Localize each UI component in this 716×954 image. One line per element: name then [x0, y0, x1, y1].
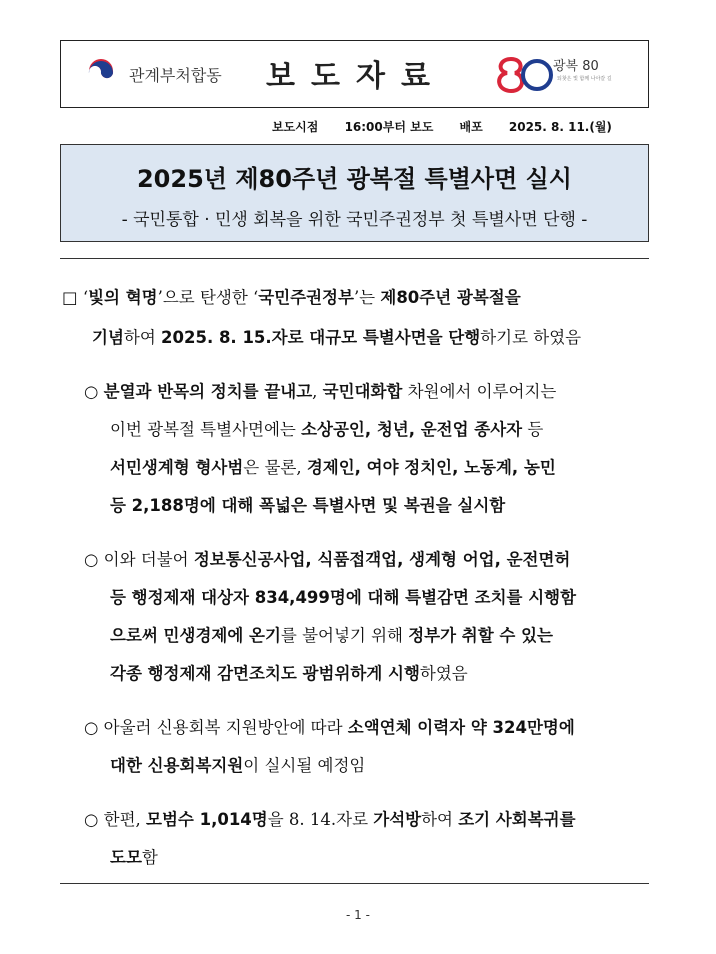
- paragraph-3-line-3: 으로써 민생경제에 온기를 불어넣기 위해 정부가 취할 수 있는: [110, 626, 553, 645]
- bottom-divider: [60, 883, 649, 884]
- headline-box: [60, 144, 649, 242]
- release-date: 2025. 8. 11.(월): [508, 120, 612, 134]
- emblem-name: 광복 80: [553, 59, 599, 74]
- ministry-name: 관계부처합동: [129, 66, 222, 85]
- sub-title: - 국민통합 · 민생 회복을 위한 국민주권정부 첫 특별사면 단행 -: [121, 210, 588, 230]
- paragraph-5-line-1: ○ 한편, 모범수 1,014명을 8. 14.자로 가석방하여 조기 사회복귀를: [84, 810, 576, 829]
- paragraph-4-line-1: ○ 아울러 신용회복 지원방안에 따라 소액연체 이력자 약 324만명에: [84, 718, 575, 737]
- page-number: - 1 -: [346, 908, 370, 922]
- paragraph-4-line-2: 대한 신용회복지원이 실시될 예정임: [110, 756, 366, 775]
- taegeuk-logo-icon: [83, 55, 119, 91]
- circle-bullet: ○: [84, 718, 99, 737]
- paragraph-1-line-1: □ ‘빛의 혁명’으로 탄생한 ‘국민주권정부’는 제80주년 광복절을: [62, 288, 521, 307]
- press-header: [60, 40, 649, 108]
- emblem-subtitle: 되찾은 빛 함께 나아갈 길: [557, 76, 612, 82]
- paragraph-2-line-1: ○ 분열과 반목의 정치를 끝내고, 국민대화합 차원에서 이루어지는: [84, 382, 557, 401]
- main-title: 2025년 제80주년 광복절 특별사면 실시: [136, 165, 572, 193]
- circle-bullet: ○: [84, 550, 99, 569]
- release-info: [272, 118, 634, 135]
- circle-bullet: ○: [84, 382, 99, 401]
- square-bullet: □: [62, 288, 78, 307]
- paragraph-2-line-3: 서민생계형 형사범은 물론, 경제인, 여야 정치인, 노동계, 농민: [110, 458, 556, 477]
- paragraph-3-line-2: 등 행정제재 대상자 834,499명에 대해 특별감면 조치를 시행함: [110, 588, 577, 607]
- paragraph-2-line-4: 등 2,188명에 대해 폭넓은 특별사면 및 복권을 실시함: [110, 496, 506, 515]
- release-time: 16:00부터 보도: [344, 120, 434, 134]
- circle-bullet: ○: [84, 810, 99, 829]
- paragraph-5-line-2: 도모함: [110, 848, 158, 867]
- distribution-label: 배포: [459, 120, 483, 134]
- press-release-title: 보도자료: [266, 59, 446, 94]
- paragraph-1-line-2: 기념하여 2025. 8. 15.자로 대규모 특별사면을 단행하기로 하였음: [92, 328, 582, 347]
- paragraph-3-line-4: 각종 행정제재 감면조치도 광범위하게 시행하였음: [110, 664, 468, 683]
- top-divider: [60, 258, 649, 259]
- paragraph-3-line-1: ○ 이와 더불어 정보통신공사업, 식품접객업, 생계형 어업, 운전면허: [84, 550, 571, 569]
- release-label: 보도시점: [272, 120, 319, 134]
- paragraph-2-line-2: 이번 광복절 특별사면에는 소상공인, 청년, 운전업 종사자 등: [110, 420, 544, 439]
